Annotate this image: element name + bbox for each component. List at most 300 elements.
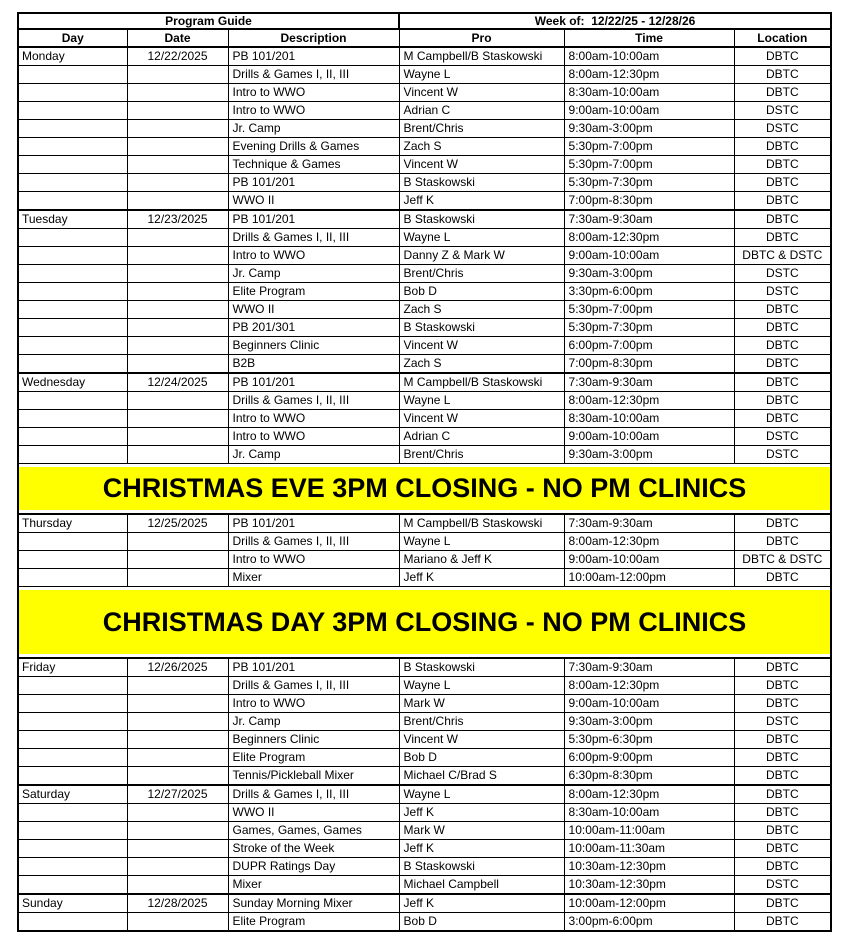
- cell-location: DBTC: [734, 210, 831, 229]
- cell-time: 8:00am-12:30pm: [564, 66, 734, 84]
- cell-pro: Brent/Chris: [399, 446, 564, 464]
- cell-location: DSTC: [734, 102, 831, 120]
- cell-pro: B Staskowski: [399, 210, 564, 229]
- cell-description: Technique & Games: [228, 156, 399, 174]
- cell-date: [127, 84, 228, 102]
- cell-description: Drills & Games I, II, III: [228, 677, 399, 695]
- cell-location: DBTC: [734, 533, 831, 551]
- cell-description: Jr. Camp: [228, 120, 399, 138]
- cell-time: 10:30am-12:30pm: [564, 876, 734, 895]
- cell-date: [127, 120, 228, 138]
- cell-date: [127, 551, 228, 569]
- cell-location: DSTC: [734, 283, 831, 301]
- cell-day: [18, 102, 127, 120]
- cell-time: 7:30am-9:30am: [564, 514, 734, 533]
- cell-location: DBTC: [734, 822, 831, 840]
- closure-banner-cell: [18, 587, 831, 659]
- cell-date: [127, 749, 228, 767]
- cell-location: DBTC: [734, 355, 831, 374]
- cell-date: [127, 840, 228, 858]
- cell-description: PB 101/201: [228, 174, 399, 192]
- cell-date: [127, 822, 228, 840]
- cell-pro: Mark W: [399, 822, 564, 840]
- cell-location: DBTC: [734, 749, 831, 767]
- cell-day: [18, 876, 127, 895]
- cell-day: [18, 229, 127, 247]
- cell-time: 10:00am-12:00pm: [564, 894, 734, 913]
- cell-location: DBTC: [734, 913, 831, 932]
- cell-time: 9:00am-10:00am: [564, 551, 734, 569]
- cell-pro: Jeff K: [399, 804, 564, 822]
- cell-pro: Jeff K: [399, 192, 564, 211]
- cell-description: Intro to WWO: [228, 428, 399, 446]
- cell-location: DBTC: [734, 47, 831, 66]
- schedule-row: [18, 514, 831, 533]
- cell-time: 9:00am-10:00am: [564, 428, 734, 446]
- cell-description: Elite Program: [228, 283, 399, 301]
- cell-day: [18, 533, 127, 551]
- cell-date: [127, 319, 228, 337]
- schedule-row: [18, 355, 831, 374]
- cell-time: 5:30pm-7:00pm: [564, 138, 734, 156]
- cell-time: 9:00am-10:00am: [564, 247, 734, 265]
- schedule-row: [18, 785, 831, 804]
- cell-time: 9:30am-3:00pm: [564, 446, 734, 464]
- cell-date: 12/23/2025: [127, 210, 228, 229]
- col-header-description: Description: [228, 29, 399, 47]
- cell-time: 7:00pm-8:30pm: [564, 192, 734, 211]
- cell-pro: Vincent W: [399, 337, 564, 355]
- schedule-row: [18, 66, 831, 84]
- schedule-row: [18, 446, 831, 464]
- cell-pro: Wayne L: [399, 392, 564, 410]
- cell-description: Jr. Camp: [228, 713, 399, 731]
- closure-banner-text: CHRISTMAS DAY 3PM CLOSING - NO PM CLINICS: [19, 590, 830, 654]
- cell-date: [127, 229, 228, 247]
- closure-banner-text: CHRISTMAS EVE 3PM CLOSING - NO PM CLINICS: [19, 467, 830, 510]
- cell-day: [18, 247, 127, 265]
- schedule-row: [18, 551, 831, 569]
- col-header-location: Location: [734, 29, 831, 47]
- cell-location: DBTC: [734, 695, 831, 713]
- cell-description: Mixer: [228, 876, 399, 895]
- cell-date: [127, 695, 228, 713]
- cell-time: 7:30am-9:30am: [564, 373, 734, 392]
- cell-location: DSTC: [734, 713, 831, 731]
- cell-day: [18, 410, 127, 428]
- cell-pro: Mark W: [399, 695, 564, 713]
- cell-description: WWO II: [228, 192, 399, 211]
- cell-date: [127, 804, 228, 822]
- cell-pro: Jeff K: [399, 569, 564, 587]
- column-header-row: [18, 29, 831, 47]
- cell-location: DBTC: [734, 174, 831, 192]
- program-guide-title: Program Guide: [18, 13, 399, 29]
- cell-description: WWO II: [228, 301, 399, 319]
- cell-date: [127, 138, 228, 156]
- cell-day: Tuesday: [18, 210, 127, 229]
- cell-time: 8:00am-12:30pm: [564, 677, 734, 695]
- schedule-row: [18, 138, 831, 156]
- cell-pro: Bob D: [399, 749, 564, 767]
- cell-day: [18, 695, 127, 713]
- cell-location: DBTC: [734, 337, 831, 355]
- cell-time: 3:30pm-6:00pm: [564, 283, 734, 301]
- cell-date: [127, 66, 228, 84]
- cell-time: 9:30am-3:00pm: [564, 120, 734, 138]
- cell-date: [127, 283, 228, 301]
- cell-location: DBTC: [734, 514, 831, 533]
- cell-date: 12/24/2025: [127, 373, 228, 392]
- cell-time: 10:30am-12:30pm: [564, 858, 734, 876]
- cell-date: [127, 569, 228, 587]
- cell-time: 3:00pm-6:00pm: [564, 913, 734, 932]
- cell-location: DBTC: [734, 229, 831, 247]
- cell-time: 5:30pm-6:30pm: [564, 731, 734, 749]
- cell-location: DBTC: [734, 785, 831, 804]
- cell-day: Sunday: [18, 894, 127, 913]
- cell-pro: Wayne L: [399, 785, 564, 804]
- schedule-row: [18, 102, 831, 120]
- cell-description: Intro to WWO: [228, 551, 399, 569]
- cell-date: 12/25/2025: [127, 514, 228, 533]
- cell-day: [18, 66, 127, 84]
- cell-pro: M Campbell/B Staskowski: [399, 47, 564, 66]
- schedule-row: [18, 713, 831, 731]
- cell-date: [127, 428, 228, 446]
- schedule-row: [18, 392, 831, 410]
- cell-time: 6:30pm-8:30pm: [564, 767, 734, 786]
- cell-description: PB 101/201: [228, 373, 399, 392]
- schedule-row: [18, 695, 831, 713]
- cell-description: WWO II: [228, 804, 399, 822]
- cell-location: DBTC: [734, 840, 831, 858]
- cell-date: [127, 392, 228, 410]
- col-header-day: Day: [18, 29, 127, 47]
- cell-date: [127, 767, 228, 786]
- cell-location: DBTC: [734, 66, 831, 84]
- schedule-row: [18, 677, 831, 695]
- cell-pro: M Campbell/B Staskowski: [399, 373, 564, 392]
- cell-day: Wednesday: [18, 373, 127, 392]
- cell-day: [18, 283, 127, 301]
- schedule-row: [18, 410, 831, 428]
- cell-date: [127, 858, 228, 876]
- cell-pro: Jeff K: [399, 840, 564, 858]
- cell-day: [18, 713, 127, 731]
- cell-location: DSTC: [734, 446, 831, 464]
- cell-day: [18, 551, 127, 569]
- cell-pro: B Staskowski: [399, 858, 564, 876]
- cell-time: 8:00am-12:30pm: [564, 229, 734, 247]
- cell-pro: Wayne L: [399, 677, 564, 695]
- cell-location: DBTC: [734, 731, 831, 749]
- cell-pro: B Staskowski: [399, 658, 564, 677]
- cell-time: 8:30am-10:00am: [564, 84, 734, 102]
- week-of-title: Week of: 12/22/25 - 12/28/26: [399, 13, 831, 29]
- cell-pro: Brent/Chris: [399, 265, 564, 283]
- cell-pro: Vincent W: [399, 84, 564, 102]
- cell-location: DBTC: [734, 894, 831, 913]
- cell-pro: Michael Campbell: [399, 876, 564, 895]
- cell-location: DBTC: [734, 658, 831, 677]
- schedule-row: [18, 822, 831, 840]
- cell-pro: B Staskowski: [399, 174, 564, 192]
- cell-description: PB 101/201: [228, 514, 399, 533]
- cell-day: [18, 156, 127, 174]
- cell-date: [127, 156, 228, 174]
- cell-location: DSTC: [734, 876, 831, 895]
- cell-day: Thursday: [18, 514, 127, 533]
- cell-description: Tennis/Pickleball Mixer: [228, 767, 399, 786]
- cell-date: [127, 301, 228, 319]
- cell-pro: B Staskowski: [399, 319, 564, 337]
- cell-day: [18, 840, 127, 858]
- cell-day: [18, 337, 127, 355]
- cell-time: 8:00am-12:30pm: [564, 785, 734, 804]
- cell-description: Drills & Games I, II, III: [228, 229, 399, 247]
- cell-day: [18, 192, 127, 211]
- cell-location: DSTC: [734, 120, 831, 138]
- cell-pro: Vincent W: [399, 410, 564, 428]
- schedule-row: [18, 120, 831, 138]
- cell-day: [18, 749, 127, 767]
- cell-pro: Zach S: [399, 355, 564, 374]
- cell-location: DBTC: [734, 192, 831, 211]
- schedule-row: [18, 265, 831, 283]
- cell-day: [18, 392, 127, 410]
- cell-description: Beginners Clinic: [228, 731, 399, 749]
- cell-description: Beginners Clinic: [228, 337, 399, 355]
- schedule-row: [18, 210, 831, 229]
- schedule-row: [18, 804, 831, 822]
- cell-pro: Brent/Chris: [399, 120, 564, 138]
- cell-location: DBTC & DSTC: [734, 551, 831, 569]
- cell-date: [127, 265, 228, 283]
- cell-description: Games, Games, Games: [228, 822, 399, 840]
- cell-description: Drills & Games I, II, III: [228, 66, 399, 84]
- cell-time: 9:30am-3:00pm: [564, 713, 734, 731]
- cell-description: PB 201/301: [228, 319, 399, 337]
- cell-location: DBTC: [734, 392, 831, 410]
- cell-time: 10:00am-11:00am: [564, 822, 734, 840]
- cell-time: 8:00am-12:30pm: [564, 533, 734, 551]
- cell-time: 10:00am-12:00pm: [564, 569, 734, 587]
- cell-description: Jr. Camp: [228, 446, 399, 464]
- cell-description: Intro to WWO: [228, 695, 399, 713]
- cell-date: [127, 410, 228, 428]
- cell-time: 8:30am-10:00am: [564, 410, 734, 428]
- cell-time: 5:30pm-7:30pm: [564, 174, 734, 192]
- cell-pro: Zach S: [399, 301, 564, 319]
- cell-day: [18, 569, 127, 587]
- cell-pro: M Campbell/B Staskowski: [399, 514, 564, 533]
- cell-time: 8:00am-10:00am: [564, 47, 734, 66]
- cell-date: 12/28/2025: [127, 894, 228, 913]
- closure-banner-cell: [18, 464, 831, 515]
- cell-location: DBTC & DSTC: [734, 247, 831, 265]
- cell-day: [18, 84, 127, 102]
- cell-time: 7:30am-9:30am: [564, 210, 734, 229]
- cell-day: [18, 677, 127, 695]
- cell-day: [18, 731, 127, 749]
- schedule-row: [18, 533, 831, 551]
- cell-day: [18, 858, 127, 876]
- schedule-row: [18, 319, 831, 337]
- schedule-row: [18, 229, 831, 247]
- schedule-row: [18, 749, 831, 767]
- cell-pro: Wayne L: [399, 66, 564, 84]
- cell-location: DBTC: [734, 156, 831, 174]
- cell-date: [127, 713, 228, 731]
- cell-description: Mixer: [228, 569, 399, 587]
- cell-pro: Wayne L: [399, 229, 564, 247]
- cell-day: [18, 913, 127, 932]
- cell-day: Friday: [18, 658, 127, 677]
- cell-pro: Bob D: [399, 283, 564, 301]
- schedule-row: [18, 876, 831, 895]
- cell-description: Intro to WWO: [228, 102, 399, 120]
- cell-pro: Vincent W: [399, 731, 564, 749]
- cell-description: Stroke of the Week: [228, 840, 399, 858]
- cell-description: Drills & Games I, II, III: [228, 392, 399, 410]
- cell-location: DBTC: [734, 569, 831, 587]
- schedule-row: [18, 301, 831, 319]
- cell-pro: Michael C/Brad S: [399, 767, 564, 786]
- schedule-row: [18, 283, 831, 301]
- schedule-row: [18, 174, 831, 192]
- cell-time: 8:00am-12:30pm: [564, 392, 734, 410]
- cell-date: [127, 247, 228, 265]
- cell-description: Elite Program: [228, 749, 399, 767]
- closure-banner-row: [18, 587, 831, 659]
- cell-pro: Danny Z & Mark W: [399, 247, 564, 265]
- cell-date: [127, 174, 228, 192]
- cell-time: 5:30pm-7:30pm: [564, 319, 734, 337]
- cell-day: [18, 355, 127, 374]
- cell-description: Elite Program: [228, 913, 399, 932]
- cell-day: [18, 428, 127, 446]
- schedule-row: [18, 569, 831, 587]
- program-guide-table: [17, 12, 832, 932]
- cell-location: DBTC: [734, 410, 831, 428]
- cell-time: 9:00am-10:00am: [564, 102, 734, 120]
- cell-date: [127, 677, 228, 695]
- schedule-row: [18, 858, 831, 876]
- cell-pro: Mariano & Jeff K: [399, 551, 564, 569]
- cell-description: DUPR Ratings Day: [228, 858, 399, 876]
- schedule-row: [18, 373, 831, 392]
- cell-date: 12/26/2025: [127, 658, 228, 677]
- schedule-row: [18, 731, 831, 749]
- col-header-date: Date: [127, 29, 228, 47]
- schedule-row: [18, 894, 831, 913]
- cell-date: [127, 337, 228, 355]
- cell-description: Intro to WWO: [228, 247, 399, 265]
- cell-description: Drills & Games I, II, III: [228, 785, 399, 804]
- cell-location: DBTC: [734, 84, 831, 102]
- cell-pro: Adrian C: [399, 102, 564, 120]
- cell-location: DBTC: [734, 804, 831, 822]
- schedule-row: [18, 47, 831, 66]
- schedule-row: [18, 428, 831, 446]
- cell-time: 5:30pm-7:00pm: [564, 156, 734, 174]
- cell-date: [127, 102, 228, 120]
- schedule-body: [18, 47, 831, 931]
- cell-pro: Wayne L: [399, 533, 564, 551]
- cell-date: 12/27/2025: [127, 785, 228, 804]
- cell-time: 7:30am-9:30am: [564, 658, 734, 677]
- cell-location: DSTC: [734, 428, 831, 446]
- cell-time: 5:30pm-7:00pm: [564, 301, 734, 319]
- cell-location: DBTC: [734, 677, 831, 695]
- cell-location: DBTC: [734, 858, 831, 876]
- cell-day: [18, 265, 127, 283]
- cell-date: [127, 533, 228, 551]
- cell-day: [18, 767, 127, 786]
- schedule-row: [18, 767, 831, 786]
- cell-pro: Zach S: [399, 138, 564, 156]
- cell-time: 9:30am-3:00pm: [564, 265, 734, 283]
- cell-description: Jr. Camp: [228, 265, 399, 283]
- cell-location: DBTC: [734, 373, 831, 392]
- schedule-row: [18, 247, 831, 265]
- cell-location: DBTC: [734, 138, 831, 156]
- cell-description: Drills & Games I, II, III: [228, 533, 399, 551]
- table-title-row: [18, 13, 831, 29]
- cell-day: [18, 804, 127, 822]
- cell-description: PB 101/201: [228, 658, 399, 677]
- cell-time: 8:30am-10:00am: [564, 804, 734, 822]
- schedule-row: [18, 156, 831, 174]
- cell-date: [127, 731, 228, 749]
- cell-day: Monday: [18, 47, 127, 66]
- cell-day: [18, 301, 127, 319]
- schedule-row: [18, 337, 831, 355]
- cell-date: 12/22/2025: [127, 47, 228, 66]
- cell-description: B2B: [228, 355, 399, 374]
- cell-location: DBTC: [734, 319, 831, 337]
- cell-pro: Adrian C: [399, 428, 564, 446]
- cell-time: 7:00pm-8:30pm: [564, 355, 734, 374]
- col-header-time: Time: [564, 29, 734, 47]
- cell-day: [18, 822, 127, 840]
- cell-time: 6:00pm-7:00pm: [564, 337, 734, 355]
- cell-description: Intro to WWO: [228, 84, 399, 102]
- cell-description: PB 101/201: [228, 47, 399, 66]
- schedule-row: [18, 84, 831, 102]
- cell-pro: Vincent W: [399, 156, 564, 174]
- cell-pro: Bob D: [399, 913, 564, 932]
- cell-location: DBTC: [734, 301, 831, 319]
- cell-pro: Brent/Chris: [399, 713, 564, 731]
- cell-date: [127, 446, 228, 464]
- cell-time: 10:00am-11:30am: [564, 840, 734, 858]
- cell-description: Intro to WWO: [228, 410, 399, 428]
- cell-date: [127, 876, 228, 895]
- cell-day: [18, 446, 127, 464]
- cell-day: [18, 120, 127, 138]
- cell-date: [127, 355, 228, 374]
- cell-time: 9:00am-10:00am: [564, 695, 734, 713]
- cell-day: [18, 174, 127, 192]
- cell-date: [127, 913, 228, 932]
- cell-day: [18, 138, 127, 156]
- cell-description: Evening Drills & Games: [228, 138, 399, 156]
- cell-location: DSTC: [734, 265, 831, 283]
- cell-date: [127, 192, 228, 211]
- closure-banner-row: [18, 464, 831, 515]
